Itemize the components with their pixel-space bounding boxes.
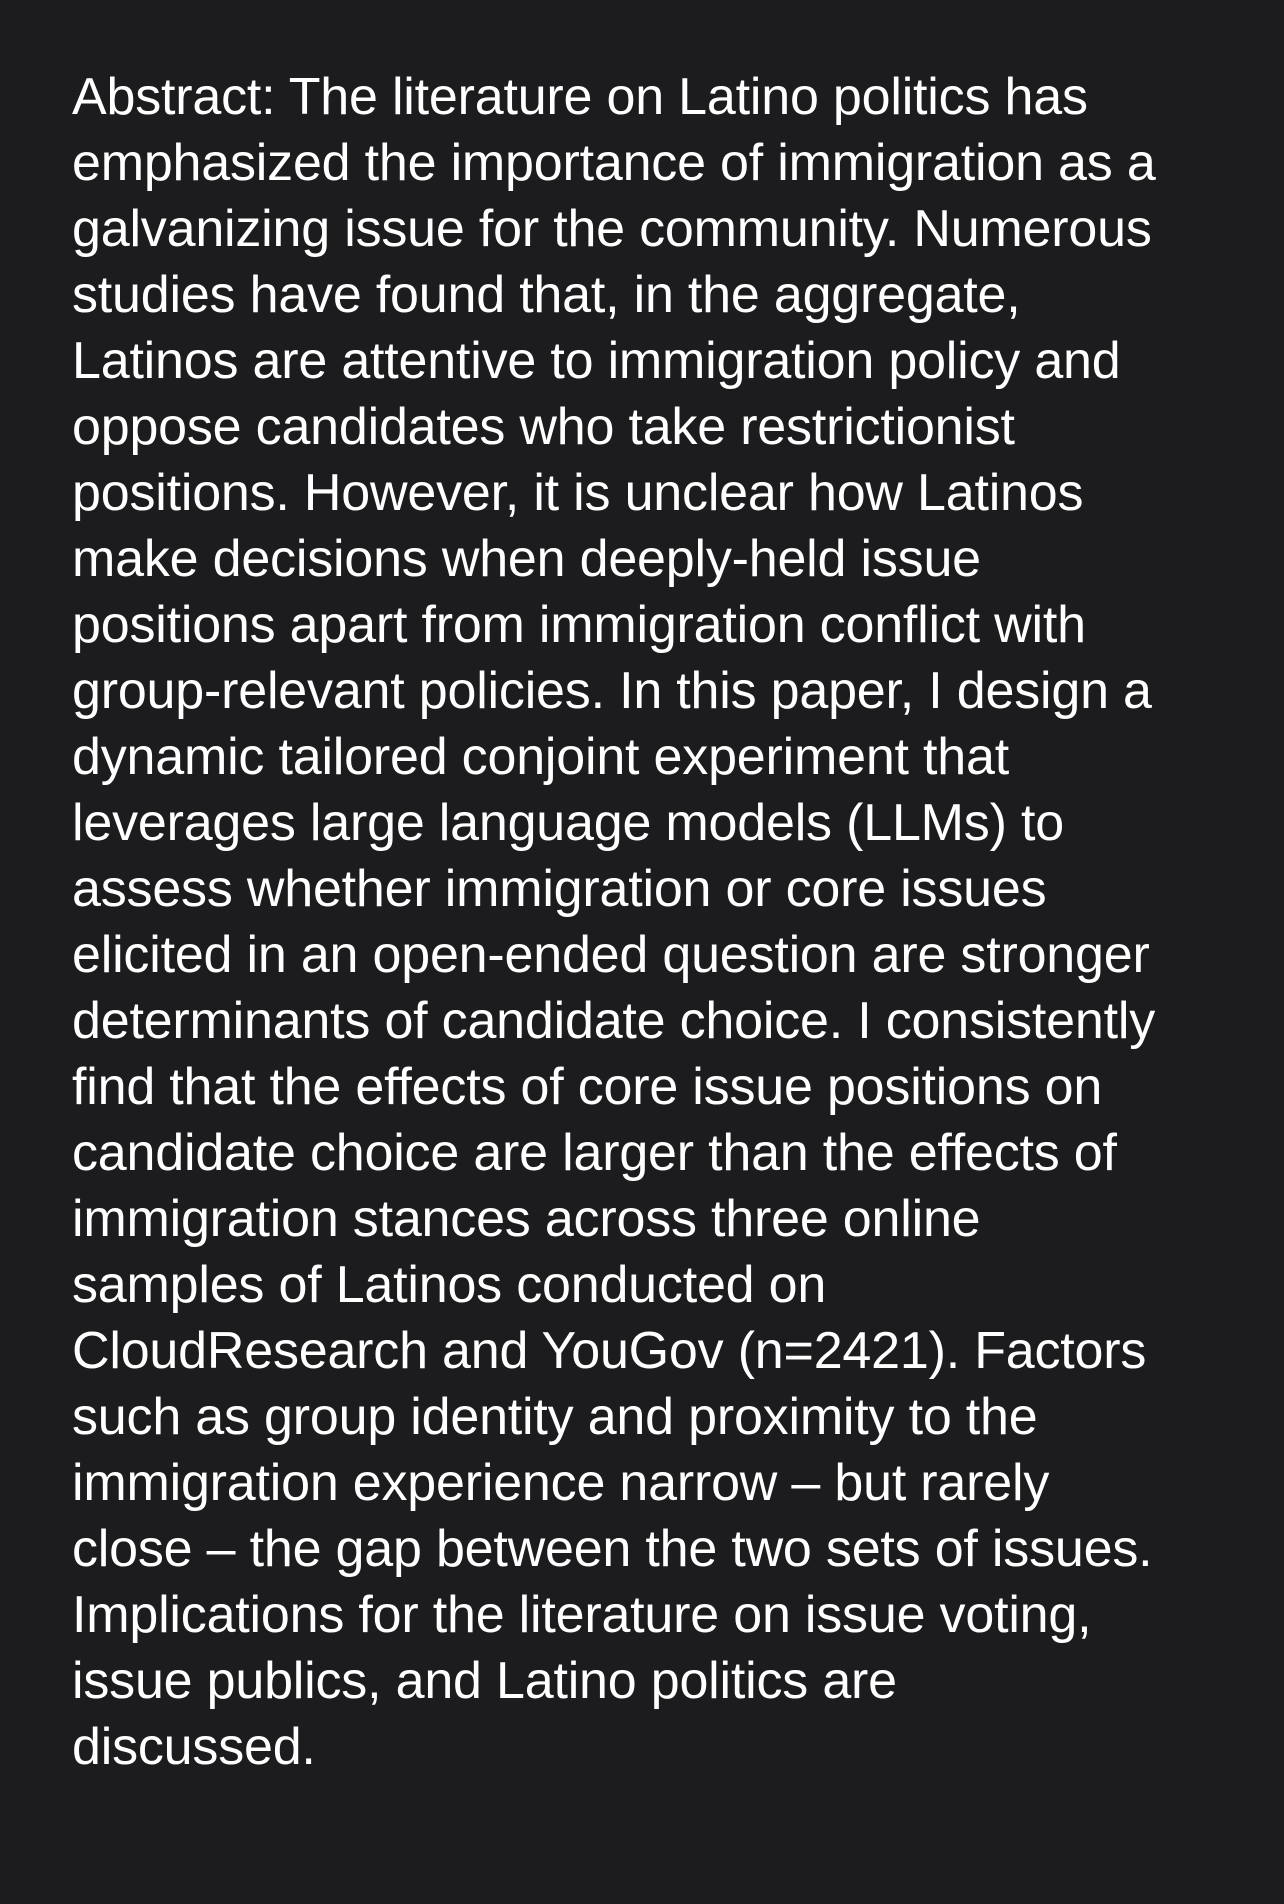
abstract-line: group-relevant policies. In this paper, I design a (72, 662, 1152, 720)
abstract-line: issue publics, and Latino politics are (72, 1652, 897, 1710)
abstract-line: determinants of candidate choice. I consistently (72, 992, 1156, 1050)
abstract-line: Implications for the literature on issue voting, (72, 1586, 1092, 1644)
abstract-line: elicited in an open-ended question are stronger (72, 926, 1150, 984)
abstract-line: Abstract: The literature on Latino politics has (72, 68, 1088, 126)
abstract-line: dynamic tailored conjoint experiment that (72, 728, 1009, 786)
abstract-line: find that the effects of core issue positions on (72, 1058, 1103, 1116)
abstract-line: oppose candidates who take restrictionist (72, 398, 1015, 456)
abstract-text (72, 64, 1214, 1780)
abstract-line: positions. However, it is unclear how Latinos (72, 464, 1084, 522)
abstract-line: leverages large language models (LLMs) to (72, 794, 1064, 852)
abstract-line: Latinos are attentive to immigration policy and (72, 332, 1121, 390)
abstract-line: CloudResearch and YouGov (n=2421). Factors (72, 1322, 1147, 1380)
abstract-line: close – the gap between the two sets of issues. (72, 1520, 1153, 1578)
abstract-line: emphasized the importance of immigration as a (72, 134, 1156, 192)
abstract-line: galvanizing issue for the community. Numerous (72, 200, 1152, 258)
abstract-line: such as group identity and proximity to the (72, 1388, 1038, 1446)
abstract-line: immigration experience narrow – but rarely (72, 1454, 1050, 1512)
abstract-line: immigration stances across three online (72, 1190, 981, 1248)
abstract-line: make decisions when deeply-held issue (72, 530, 981, 588)
abstract-line: candidate choice are larger than the effects of (72, 1124, 1117, 1182)
abstract-line: positions apart from immigration conflict with (72, 596, 1086, 654)
abstract-line: studies have found that, in the aggregate, (72, 266, 1021, 324)
abstract-line: samples of Latinos conducted on (72, 1256, 827, 1314)
abstract-line: assess whether immigration or core issues (72, 860, 1047, 918)
abstract-line: discussed. (72, 1718, 316, 1776)
